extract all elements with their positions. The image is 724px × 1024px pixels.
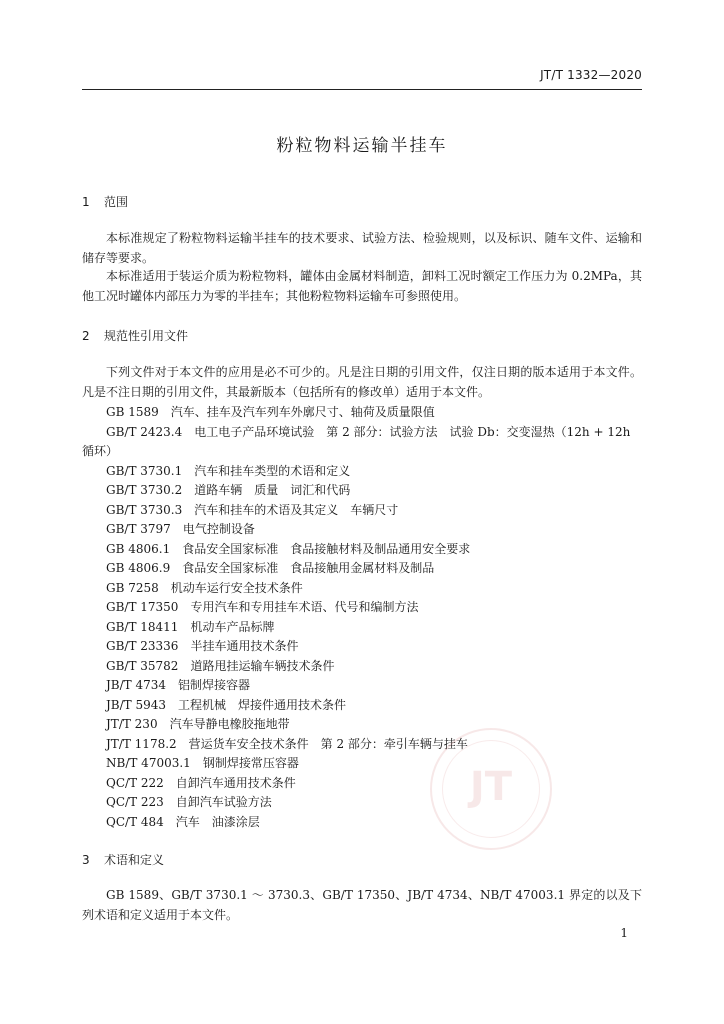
section-3-paragraph: GB 1589、GB/T 3730.1 ～ 3730.3、GB/T 17350、JB/T 4734、NB/T 47003.1 界定的以及下列术语和定义适用于本文件。 <box>82 888 642 922</box>
reference-item <box>82 813 642 833</box>
reference-title: 电工电子产品环境试验 第 2 部分：试验方法 试验 Db：交变湿热（12h + 12h 循环） <box>82 424 631 458</box>
document-title: 粉粒物料运输半挂车 <box>276 136 448 156</box>
reference-item <box>82 735 642 755</box>
reference-code: GB/T 3730.3 <box>106 502 183 517</box>
reference-item <box>82 774 642 794</box>
reference-title: 铝制焊接容器 <box>178 678 251 692</box>
reference-title: 食品安全国家标准 食品接触材料及制品通用安全要求 <box>182 541 471 556</box>
reference-item <box>82 657 642 677</box>
reference-title: 汽车导静电橡胶拖地带 <box>169 717 290 731</box>
section-3-heading <box>82 851 164 868</box>
reference-item <box>82 462 642 482</box>
reference-title: 汽车、挂车及汽车列车外廓尺寸、轴荷及质量限值 <box>170 405 435 419</box>
reference-code: GB/T 3797 <box>106 522 171 536</box>
reference-item <box>82 559 642 579</box>
reference-code: GB/T 18411 <box>106 619 179 634</box>
reference-code: JB/T 5943 <box>106 697 167 712</box>
reference-title: 半挂车通用技术条件 <box>190 639 299 653</box>
reference-title: 专用汽车和专用挂车术语、代号和编制方法 <box>190 600 419 614</box>
reference-title: 机动车运行安全技术条件 <box>170 580 303 595</box>
reference-code: JB/T 4734 <box>106 678 167 692</box>
page-number: 1 <box>620 926 628 940</box>
reference-item <box>82 520 642 540</box>
reference-title: 汽车和挂车类型的术语和定义 <box>194 463 351 478</box>
header-rule <box>82 89 642 90</box>
section-2-title: 规范性引用文件 <box>104 329 189 343</box>
reference-code: JT/T 230 <box>106 717 158 731</box>
reference-code: GB 7258 <box>106 580 159 595</box>
section-1-paragraph-2: 本标准适用于装运介质为粉粒物料，罐体由金属材料制造，卸料工况时额定工作压力为 0.2MPa，其他工况时罐体内部压力为零的半挂车；其他粉粒物料运输车可参照使用。 <box>82 269 642 303</box>
section-3-number: 3 <box>82 853 90 867</box>
reference-item <box>82 579 642 599</box>
watermark-seal <box>430 728 552 850</box>
reference-item <box>82 481 642 501</box>
reference-code: GB/T 2423.4 <box>106 424 183 439</box>
reference-item <box>82 696 642 716</box>
section-1-heading <box>82 193 128 210</box>
reference-code: GB/T 3730.2 <box>106 483 183 497</box>
reference-item <box>82 676 642 696</box>
reference-title: 自卸汽车试验方法 <box>175 795 272 809</box>
section-2-heading <box>82 327 188 344</box>
reference-code: JT/T 1178.2 <box>106 736 177 751</box>
reference-title: 食品安全国家标准 食品接触用金属材料及制品 <box>182 561 435 575</box>
standard-number: JT/T 1332—2020 <box>540 68 642 82</box>
reference-code: GB/T 17350 <box>106 600 179 614</box>
reference-title: 机动车产品标牌 <box>190 619 275 634</box>
section-1-paragraph-1: 本标准规定了粉粒物料运输半挂车的技术要求、试验方法、检验规则，以及标识、随车文件、运输和储存等要求。 <box>82 231 642 265</box>
section-1-title: 范围 <box>104 195 129 209</box>
reference-title: 自卸汽车通用技术条件 <box>175 775 296 790</box>
reference-title: 电气控制设备 <box>182 522 255 536</box>
reference-title: 道路车辆 质量 词汇和代码 <box>194 483 351 497</box>
reference-item <box>82 637 642 657</box>
reference-title: 汽车 油漆涂层 <box>175 814 260 829</box>
reference-code: GB 1589 <box>106 405 159 419</box>
reference-item <box>82 501 642 521</box>
reference-code: QC/T 223 <box>106 795 164 809</box>
reference-item <box>82 715 642 735</box>
reference-item <box>82 598 642 618</box>
watermark-text: JT <box>469 764 513 810</box>
section-1-number: 1 <box>82 195 90 209</box>
reference-code: GB 4806.1 <box>106 541 171 556</box>
reference-title: 汽车和挂车的术语及其定义 车辆尺寸 <box>194 502 399 517</box>
reference-item <box>82 793 642 813</box>
section-3-title: 术语和定义 <box>104 853 165 867</box>
reference-title: 道路甩挂运输车辆技术条件 <box>190 658 335 673</box>
reference-item <box>82 754 642 774</box>
reference-title: 营运货车安全技术条件 第 2 部分：牵引车辆与挂车 <box>188 736 468 751</box>
reference-code: QC/T 484 <box>106 814 164 829</box>
reference-code: GB/T 3730.1 <box>106 463 183 478</box>
reference-code: GB 4806.9 <box>106 561 171 575</box>
section-2-intro: 下列文件对于本文件的应用是必不可少的。凡是注日期的引用文件，仅注日期的版本适用于本文件。凡是不注日期的引用文件，其最新版本（包括所有的修改单）适用于本文件。 <box>82 365 642 399</box>
reference-code: NB/T 47003.1 <box>106 756 191 770</box>
reference-title: 钢制焊接常压容器 <box>202 756 299 770</box>
reference-list <box>82 403 642 832</box>
reference-item <box>82 540 642 560</box>
reference-code: GB/T 23336 <box>106 639 179 653</box>
reference-item <box>82 423 642 462</box>
reference-title: 工程机械 焊接件通用技术条件 <box>178 697 347 712</box>
section-2-number: 2 <box>82 329 90 343</box>
reference-item <box>82 618 642 638</box>
reference-code: GB/T 35782 <box>106 658 179 673</box>
reference-item <box>82 403 642 423</box>
reference-code: QC/T 222 <box>106 775 164 790</box>
